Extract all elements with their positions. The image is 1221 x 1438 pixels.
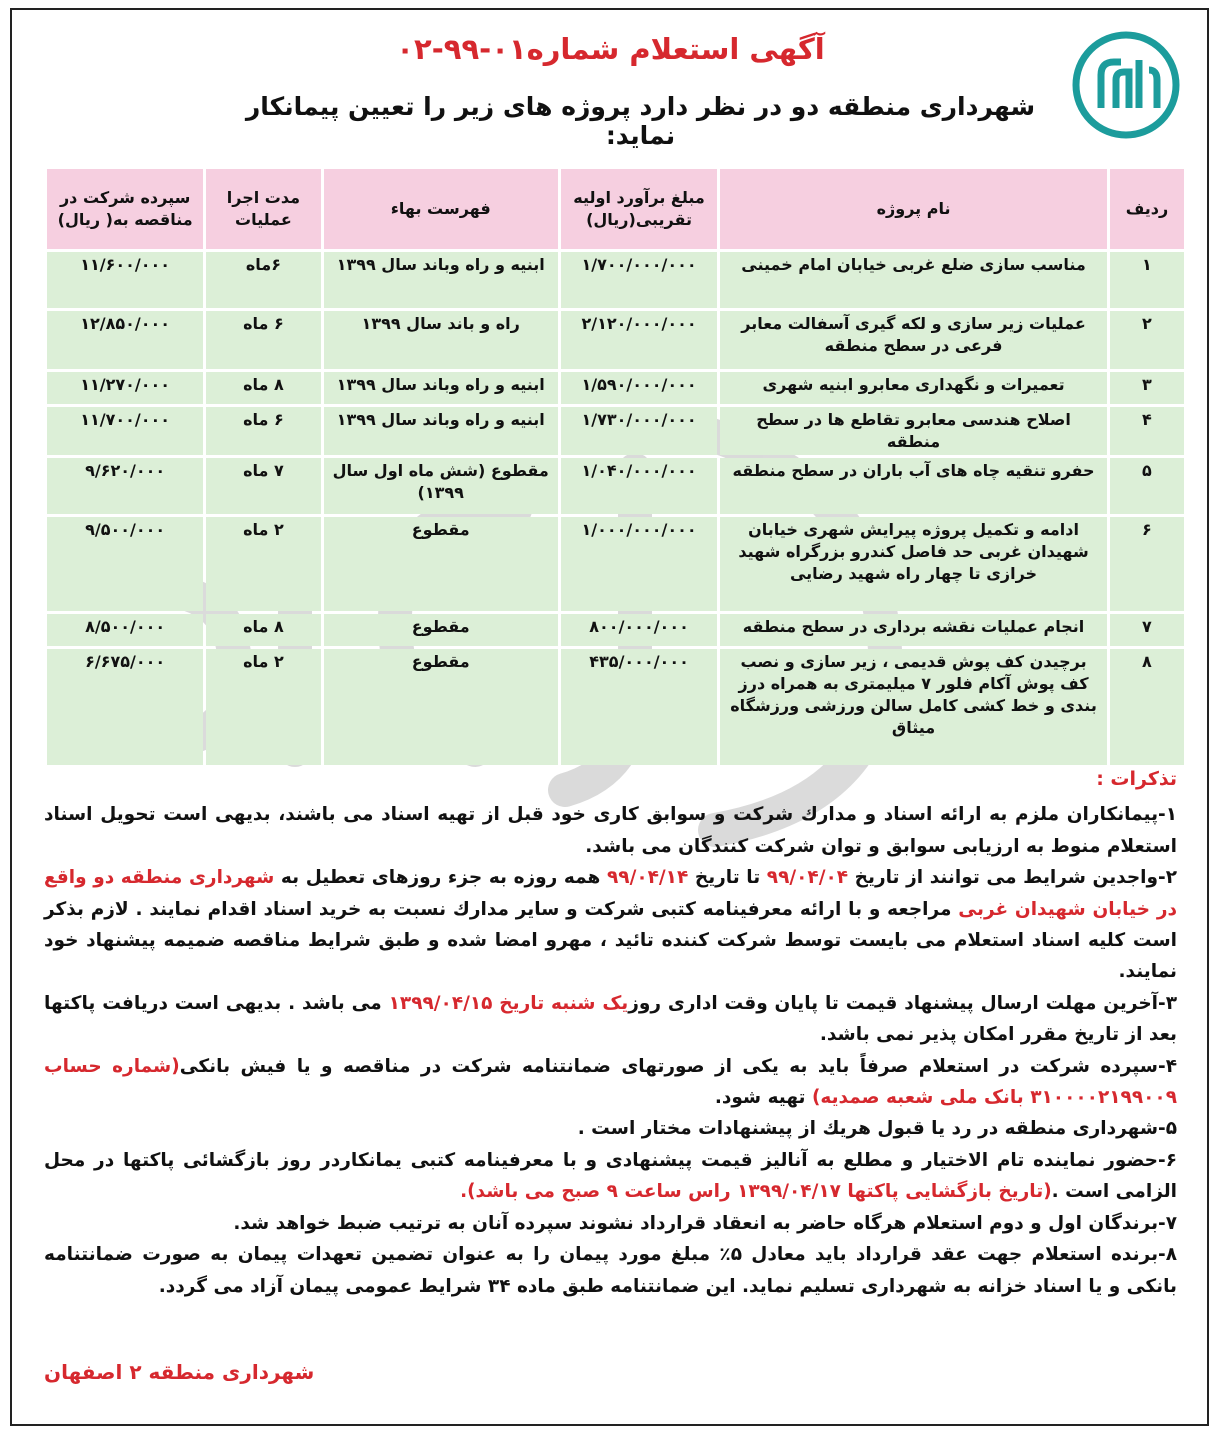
duration: ۷ ماه xyxy=(206,458,320,514)
deposit: ۱۱/۲۷۰/۰۰۰ xyxy=(47,372,203,404)
project-name: ادامه و تکمیل پروژه پیرایش شهری خیابان شهیدان غربی حد فاصل کندرو بزرگراه شهید خرازی تا چهار راه شهید رضایی xyxy=(720,517,1107,611)
header-row-number: ردیف xyxy=(1110,169,1184,249)
row-number: ۳ xyxy=(1110,372,1184,404)
estimated-amount: ۱/۷۰۰/۰۰۰/۰۰۰ xyxy=(561,252,717,308)
note-3-part-b: می باشد . بدیهی است دریافت پاکتها بعد از تاریخ مقرر امکان پذیر نمی باشد. xyxy=(44,992,1177,1046)
project-name: اصلاح هندسی معابرو تقاطع ها در سطح منطقه xyxy=(720,407,1107,455)
table-row xyxy=(47,372,1184,404)
table-row xyxy=(47,407,1184,455)
price-list: ابنیه و راه وباند سال ۱۳۹۹ xyxy=(324,407,558,455)
note-6-opening-date: (تاریخ بازگشایی پاکتها ۱۳۹۹/۰۴/۱۷ راس ساعت ۹ صبح می باشد). xyxy=(460,1181,1052,1203)
note-2-place: شهرداری منطقه دو واقع در خیابان شهیدان غربی xyxy=(44,867,1177,920)
table-row xyxy=(47,517,1184,611)
duration: ۶ ماه xyxy=(206,407,320,455)
duration: ۶ ماه xyxy=(206,311,320,369)
table-row xyxy=(47,252,1184,308)
signature: شهرداری منطقه ۲ اصفهان xyxy=(44,1360,315,1384)
note-4-part-b: تهیه شود. xyxy=(714,1087,812,1109)
header-estimated-amount: مبلغ برآورد اولیه تقریبی(ریال) xyxy=(561,169,717,249)
row-number: ۸ xyxy=(1110,649,1184,765)
header-project-name: نام پروژه xyxy=(720,169,1107,249)
row-number: ۷ xyxy=(1110,614,1184,646)
table-row xyxy=(47,458,1184,514)
price-list: ابنیه و راه وباند سال ۱۳۹۹ xyxy=(324,252,558,308)
note-3-deadline: یک شنبه تاریخ ۱۳۹۹/۰۴/۱۵ xyxy=(388,992,629,1014)
note-2-part-a: ۲-واجدین شرایط می توانند از تاریخ xyxy=(848,867,1177,889)
table-header-row xyxy=(47,169,1184,249)
note-4-part-a: ۴-سپرده شرکت در استعلام صرفاً باید به یکی از صورتهای ضمانتنامه شرکت در مناقصه و یا فیش بانکی xyxy=(179,1055,1177,1077)
note-3-part-a: ۳-آخرین مهلت ارسال پیشنهاد قیمت تا پایان وقت اداری روز xyxy=(628,992,1177,1014)
deposit: ۶/۶۷۵/۰۰۰ xyxy=(47,649,203,765)
project-name: مناسب سازی ضلع غربی خیابان امام خمینی xyxy=(720,252,1107,308)
projects-table xyxy=(44,166,1187,768)
header-deposit: سپرده شرکت در مناقصه به( ریال) xyxy=(47,169,203,249)
row-number: ۲ xyxy=(1110,311,1184,369)
project-name: برچیدن کف پوش قدیمی ، زیر سازی و نصب کف پوش آکام فلور ۷ میلیمتری به همراه درز بندی و خط کشی کامل سالن ورزشی ورزشگاه میثاق xyxy=(720,649,1107,765)
table-row xyxy=(47,649,1184,765)
price-list: ابنیه و راه وباند سال ۱۳۹۹ xyxy=(324,372,558,404)
note-4-account: (شماره حساب ۳۱۰۰۰۰۲۱۹۹۰۰۹ بانک ملی شعبه صمدیه) xyxy=(44,1055,1177,1109)
project-name: عملیات زیر سازی و لکه گیری آسفالت معابر فرعی در سطح منطقه xyxy=(720,311,1107,369)
table-row xyxy=(47,614,1184,646)
project-name: انجام عملیات نقشه برداری در سطح منطقه xyxy=(720,614,1107,646)
deposit: ۹/۶۲۰/۰۰۰ xyxy=(47,458,203,514)
deposit: ۱۱/۷۰۰/۰۰۰ xyxy=(47,407,203,455)
estimated-amount: ۱/۷۳۰/۰۰۰/۰۰۰ xyxy=(561,407,717,455)
note-7: ۷-برندگان اول و دوم استعلام هرگاه حاضر به انعقاد قرارداد نشوند سپرده آنان به ترتیب ضبط خواهد شد. xyxy=(233,1212,1177,1234)
price-list: مقطوع (شش ماه اول سال ۱۳۹۹) xyxy=(324,458,558,514)
price-list: مقطوع xyxy=(324,614,558,646)
row-number: ۵ xyxy=(1110,458,1184,514)
estimated-amount: ۲/۱۲۰/۰۰۰/۰۰۰ xyxy=(561,311,717,369)
estimated-amount: ۱/۵۹۰/۰۰۰/۰۰۰ xyxy=(561,372,717,404)
row-number: ۴ xyxy=(1110,407,1184,455)
duration: ۲ ماه xyxy=(206,649,320,765)
note-6-part-a: ۶-حضور نماینده تام الاختیار و مطلع به آنالیز قیمت پیشنهادی و با معرفینامه کتبی یمانکاردر روز بازگشائی پاکتها در محل الزامی است . xyxy=(44,1149,1177,1203)
estimated-amount: ۴۳۵/۰۰۰/۰۰۰ xyxy=(561,649,717,765)
duration: ۸ ماه xyxy=(206,372,320,404)
note-2 xyxy=(44,862,1177,988)
price-list: راه و باند سال ۱۳۹۹ xyxy=(324,311,558,369)
row-number: ۶ xyxy=(1110,517,1184,611)
deposit: ۸/۵۰۰/۰۰۰ xyxy=(47,614,203,646)
deposit: ۱۱/۶۰۰/۰۰۰ xyxy=(47,252,203,308)
notice-title: آگهی استعلام شماره۰۱-۹۹-۰۲ xyxy=(396,32,825,66)
header-duration: مدت اجرا عملیات xyxy=(206,169,320,249)
header-price-list: فهرست بهاء xyxy=(324,169,558,249)
note-2-start-date: ۹۹/۰۴/۰۴ xyxy=(766,867,849,889)
note-3 xyxy=(44,988,1177,1051)
notes-section xyxy=(44,764,1177,1302)
project-name: تعمیرات و نگهداری معابرو ابنیه شهری xyxy=(720,372,1107,404)
note-4 xyxy=(44,1051,1177,1114)
note-2-end-date: ۹۹/۰۴/۱۴ xyxy=(606,867,689,889)
notes-title: تذکرات : xyxy=(1096,768,1177,790)
note-2-part-c: همه روزه به جزء روزهای تعطیل به xyxy=(274,867,607,889)
estimated-amount: ۱/۰۴۰/۰۰۰/۰۰۰ xyxy=(561,458,717,514)
table-row xyxy=(47,311,1184,369)
duration: ۶ماه xyxy=(206,252,320,308)
note-2-part-b: تا تاریخ xyxy=(688,867,767,889)
note-2-part-d: مراجعه و با ارائه معرفینامه کتبی شرکت و سایر مدارك نسبت به خرید اسناد اقدام نمایند . لازم بذکر است کلیه اسناد استعلام می بایست توسط شرکت کننده تائید ، مهرو امضا شده و طبق شرایط مناقصه ضمیمه پیشنهاد خود نمایند. xyxy=(44,898,1177,983)
project-name: حفرو تنقیه چاه های آب باران در سطح منطقه xyxy=(720,458,1107,514)
note-5: ۵-شهرداری منطقه در رد یا قبول هریك از پیشنهادات مختار است . xyxy=(577,1118,1177,1140)
duration: ۸ ماه xyxy=(206,614,320,646)
duration: ۲ ماه xyxy=(206,517,320,611)
estimated-amount: ۸۰۰/۰۰۰/۰۰۰ xyxy=(561,614,717,646)
price-list: مقطوع xyxy=(324,517,558,611)
municipality-logo-icon xyxy=(1071,30,1181,140)
note-8: ۸-برنده استعلام جهت عقد قرارداد باید معادل ۵٪ مبلغ مورد پیمان را به عنوان تضمین تعهدات پیمان به صورت ضمانتنامه بانکی و یا اسناد خزانه به شهرداری تسلیم نماید. این ضمانتنامه طبق ماده ۳۴ شرایط عمومی پیمان آزاد می گردد. xyxy=(44,1244,1177,1297)
price-list: مقطوع xyxy=(324,649,558,765)
notice-subtitle: شهرداری منطقه دو در نظر دارد پروژه های زیر را تعیین پیمانکار نماید: xyxy=(245,92,1036,150)
row-number: ۱ xyxy=(1110,252,1184,308)
note-1: ۱-پیمانکاران ملزم به ارائه اسناد و مدارك شرکت و سوابق کاری خود قبل از تهیه اسناد می باشند، بدیهی است تحویل اسناد استعلام منوط به ارزیابی سوابق و توان شرکت کنندگان می باشد. xyxy=(44,804,1177,857)
deposit: ۱۲/۸۵۰/۰۰۰ xyxy=(47,311,203,369)
deposit: ۹/۵۰۰/۰۰۰ xyxy=(47,517,203,611)
note-6 xyxy=(44,1145,1177,1208)
estimated-amount: ۱/۰۰۰/۰۰۰/۰۰۰ xyxy=(561,517,717,611)
